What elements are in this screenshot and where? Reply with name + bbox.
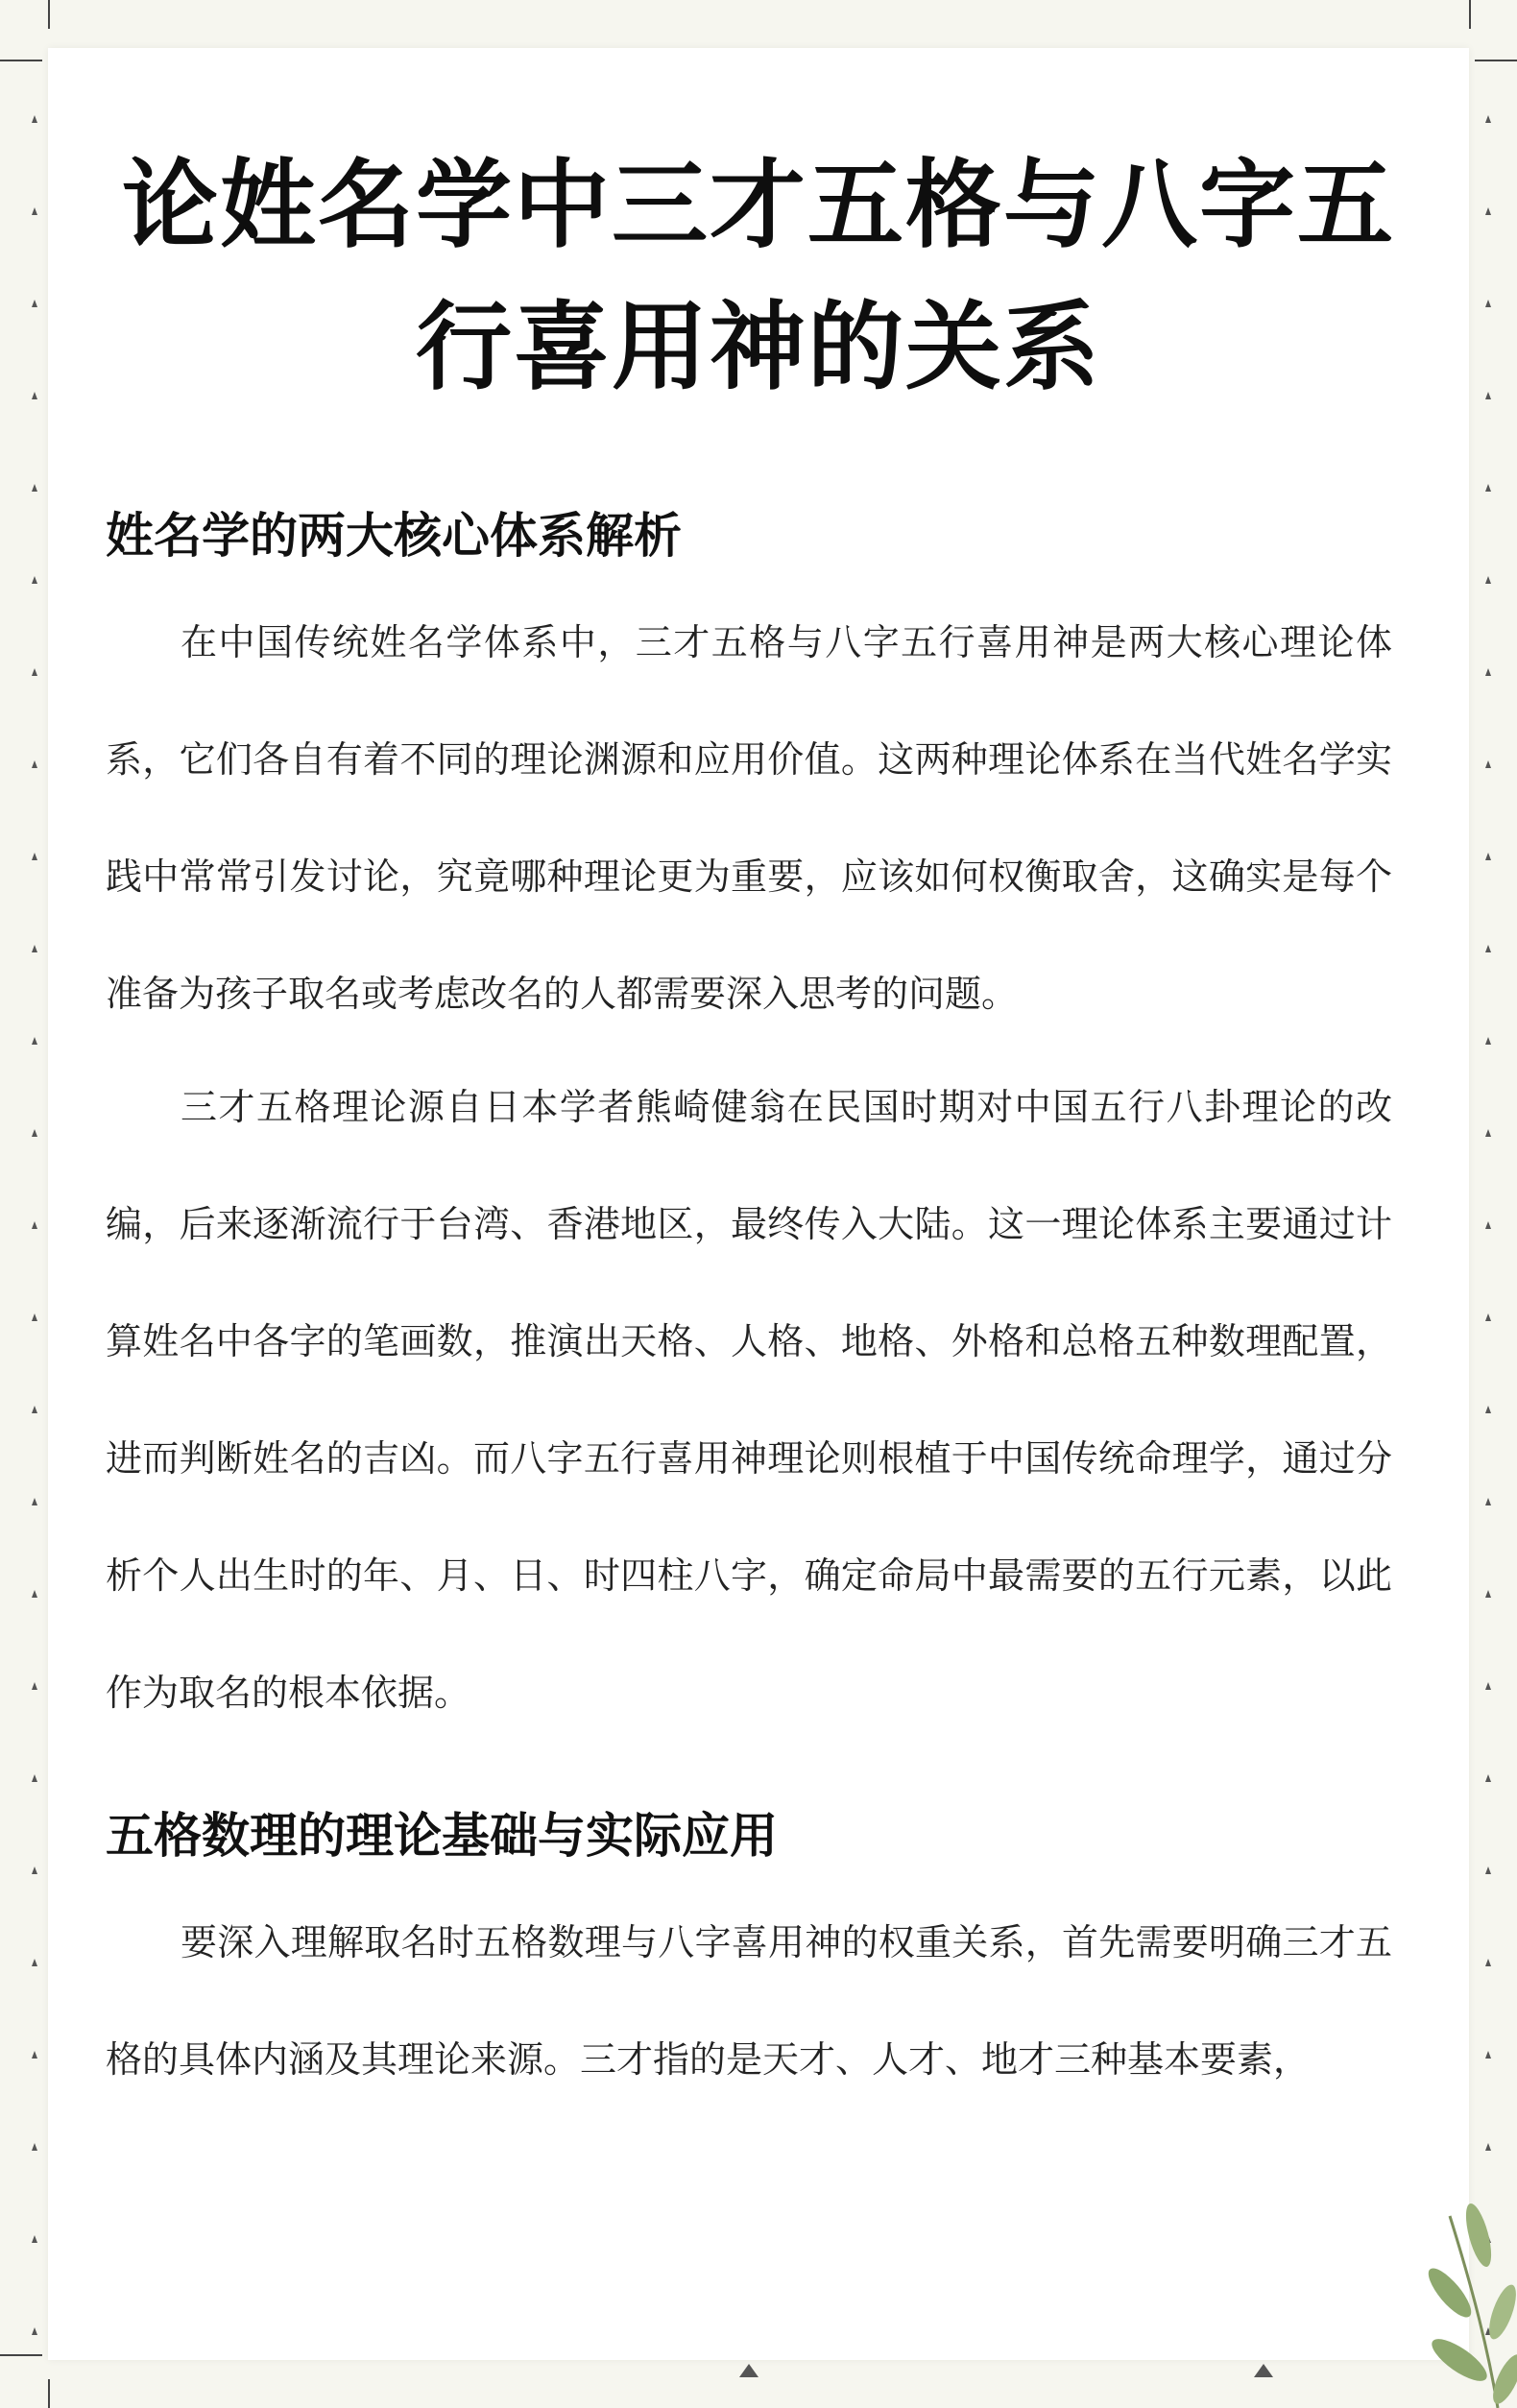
paragraph-2-1: 要深入理解取名时五格数理与八字喜用神的权重关系，首先需要明确三才五格的具体内涵及其理论来源。三才指的是天才、人才、地才三种基本要素， [106,1921,1392,2081]
edge-tick-mark [32,853,37,860]
edge-tick-mark [1485,760,1491,768]
edge-tick-mark [32,1866,37,1874]
bottom-triangle-decoration [0,2362,1517,2381]
edge-tick-mark [32,392,37,399]
edge-tick-mark [1485,1774,1491,1782]
top-right-corner-line [1475,60,1517,61]
edge-tick-mark [1485,1682,1491,1690]
section-heading-2: 五格数理的理论基础与实际应用 [106,1808,778,1864]
paragraph-1-1: 在中国传统姓名学体系中，三才五格与八字五行喜用神是两大核心理论体系，它们各自有着不同的理论渊源和应用价值。这两种理论体系在当代姓名学实践中常常引发讨论，究竟哪种理论更为重要，应该如何权衡取舍，这确实是每个准备为孩子取名或考虑改名的人都需要深入思考的问题。 [106,621,1392,1015]
edge-tick-mark [1485,853,1491,860]
section-heading-1: 姓名学的两大核心体系解析 [106,508,682,564]
left-edge-decoration [25,0,44,2408]
edge-tick-mark [1485,300,1491,307]
edge-tick-mark [32,1959,37,1966]
bottom-left-corner-line [0,2354,42,2356]
edge-tick-mark [1485,576,1491,584]
top-left-corner-line [0,60,42,61]
right-edge-decoration [1479,0,1498,2408]
edge-tick-mark [32,760,37,768]
edge-tick-mark [32,1498,37,1505]
edge-tick-mark [1485,1590,1491,1598]
edge-tick-mark [1485,207,1491,215]
top-left-vertical-line [48,0,50,29]
edge-tick-mark [32,1313,37,1321]
edge-tick-mark [32,945,37,952]
edge-tick-mark [32,576,37,584]
edge-tick-mark [32,207,37,215]
edge-tick-mark [32,1682,37,1690]
edge-tick-mark [32,1129,37,1137]
edge-tick-mark [32,1221,37,1229]
edge-tick-mark [32,1037,37,1045]
edge-tick-mark [1485,392,1491,399]
edge-tick-mark [32,2143,37,2151]
edge-tick-mark [1485,2143,1491,2151]
edge-tick-mark [1485,668,1491,676]
paragraph-1-2: 三才五格理论源自日本学者熊崎健翁在民国时期对中国五行八卦理论的改编，后来逐渐流行于台湾、香港地区，最终传入大陆。这一理论体系主要通过计算姓名中各字的笔画数，推演出天格、人格、地格、外格和总格五种数理配置，进而判断姓名的吉凶。而八字五行喜用神理论则根植于中国传统命理学，通过分析个人出生时的年、月、日、时四柱八字，确定命局中最需要的五行元素，以此作为取名的根本依据。 [106,1086,1392,1714]
edge-tick-mark [1485,1037,1491,1045]
edge-tick-mark [32,2235,37,2243]
edge-tick-mark [32,115,37,123]
edge-tick-mark [32,668,37,676]
edge-tick-mark [1485,945,1491,952]
top-right-vertical-line [1469,0,1471,29]
edge-tick-mark [32,1774,37,1782]
edge-tick-mark [1485,1959,1491,1966]
edge-tick-mark [32,1406,37,1413]
edge-tick-mark [1485,2051,1491,2059]
edge-tick-mark [32,2327,37,2335]
edge-tick-mark [1485,1313,1491,1321]
edge-tick-mark [1485,1498,1491,1505]
edge-tick-mark [32,2051,37,2059]
edge-tick-mark [32,1590,37,1598]
bottom-left-vertical-line [48,2379,50,2408]
edge-tick-mark [1485,1129,1491,1137]
edge-tick-mark [32,484,37,492]
edge-tick-mark [32,300,37,307]
page-title: 论姓名学中三才五格与八字五行喜用神的关系 [122,149,1395,403]
edge-tick-mark [1485,1406,1491,1413]
edge-tick-mark [1485,1221,1491,1229]
edge-tick-mark [1485,115,1491,123]
edge-tick-mark [1485,1866,1491,1874]
edge-tick-mark [1485,484,1491,492]
